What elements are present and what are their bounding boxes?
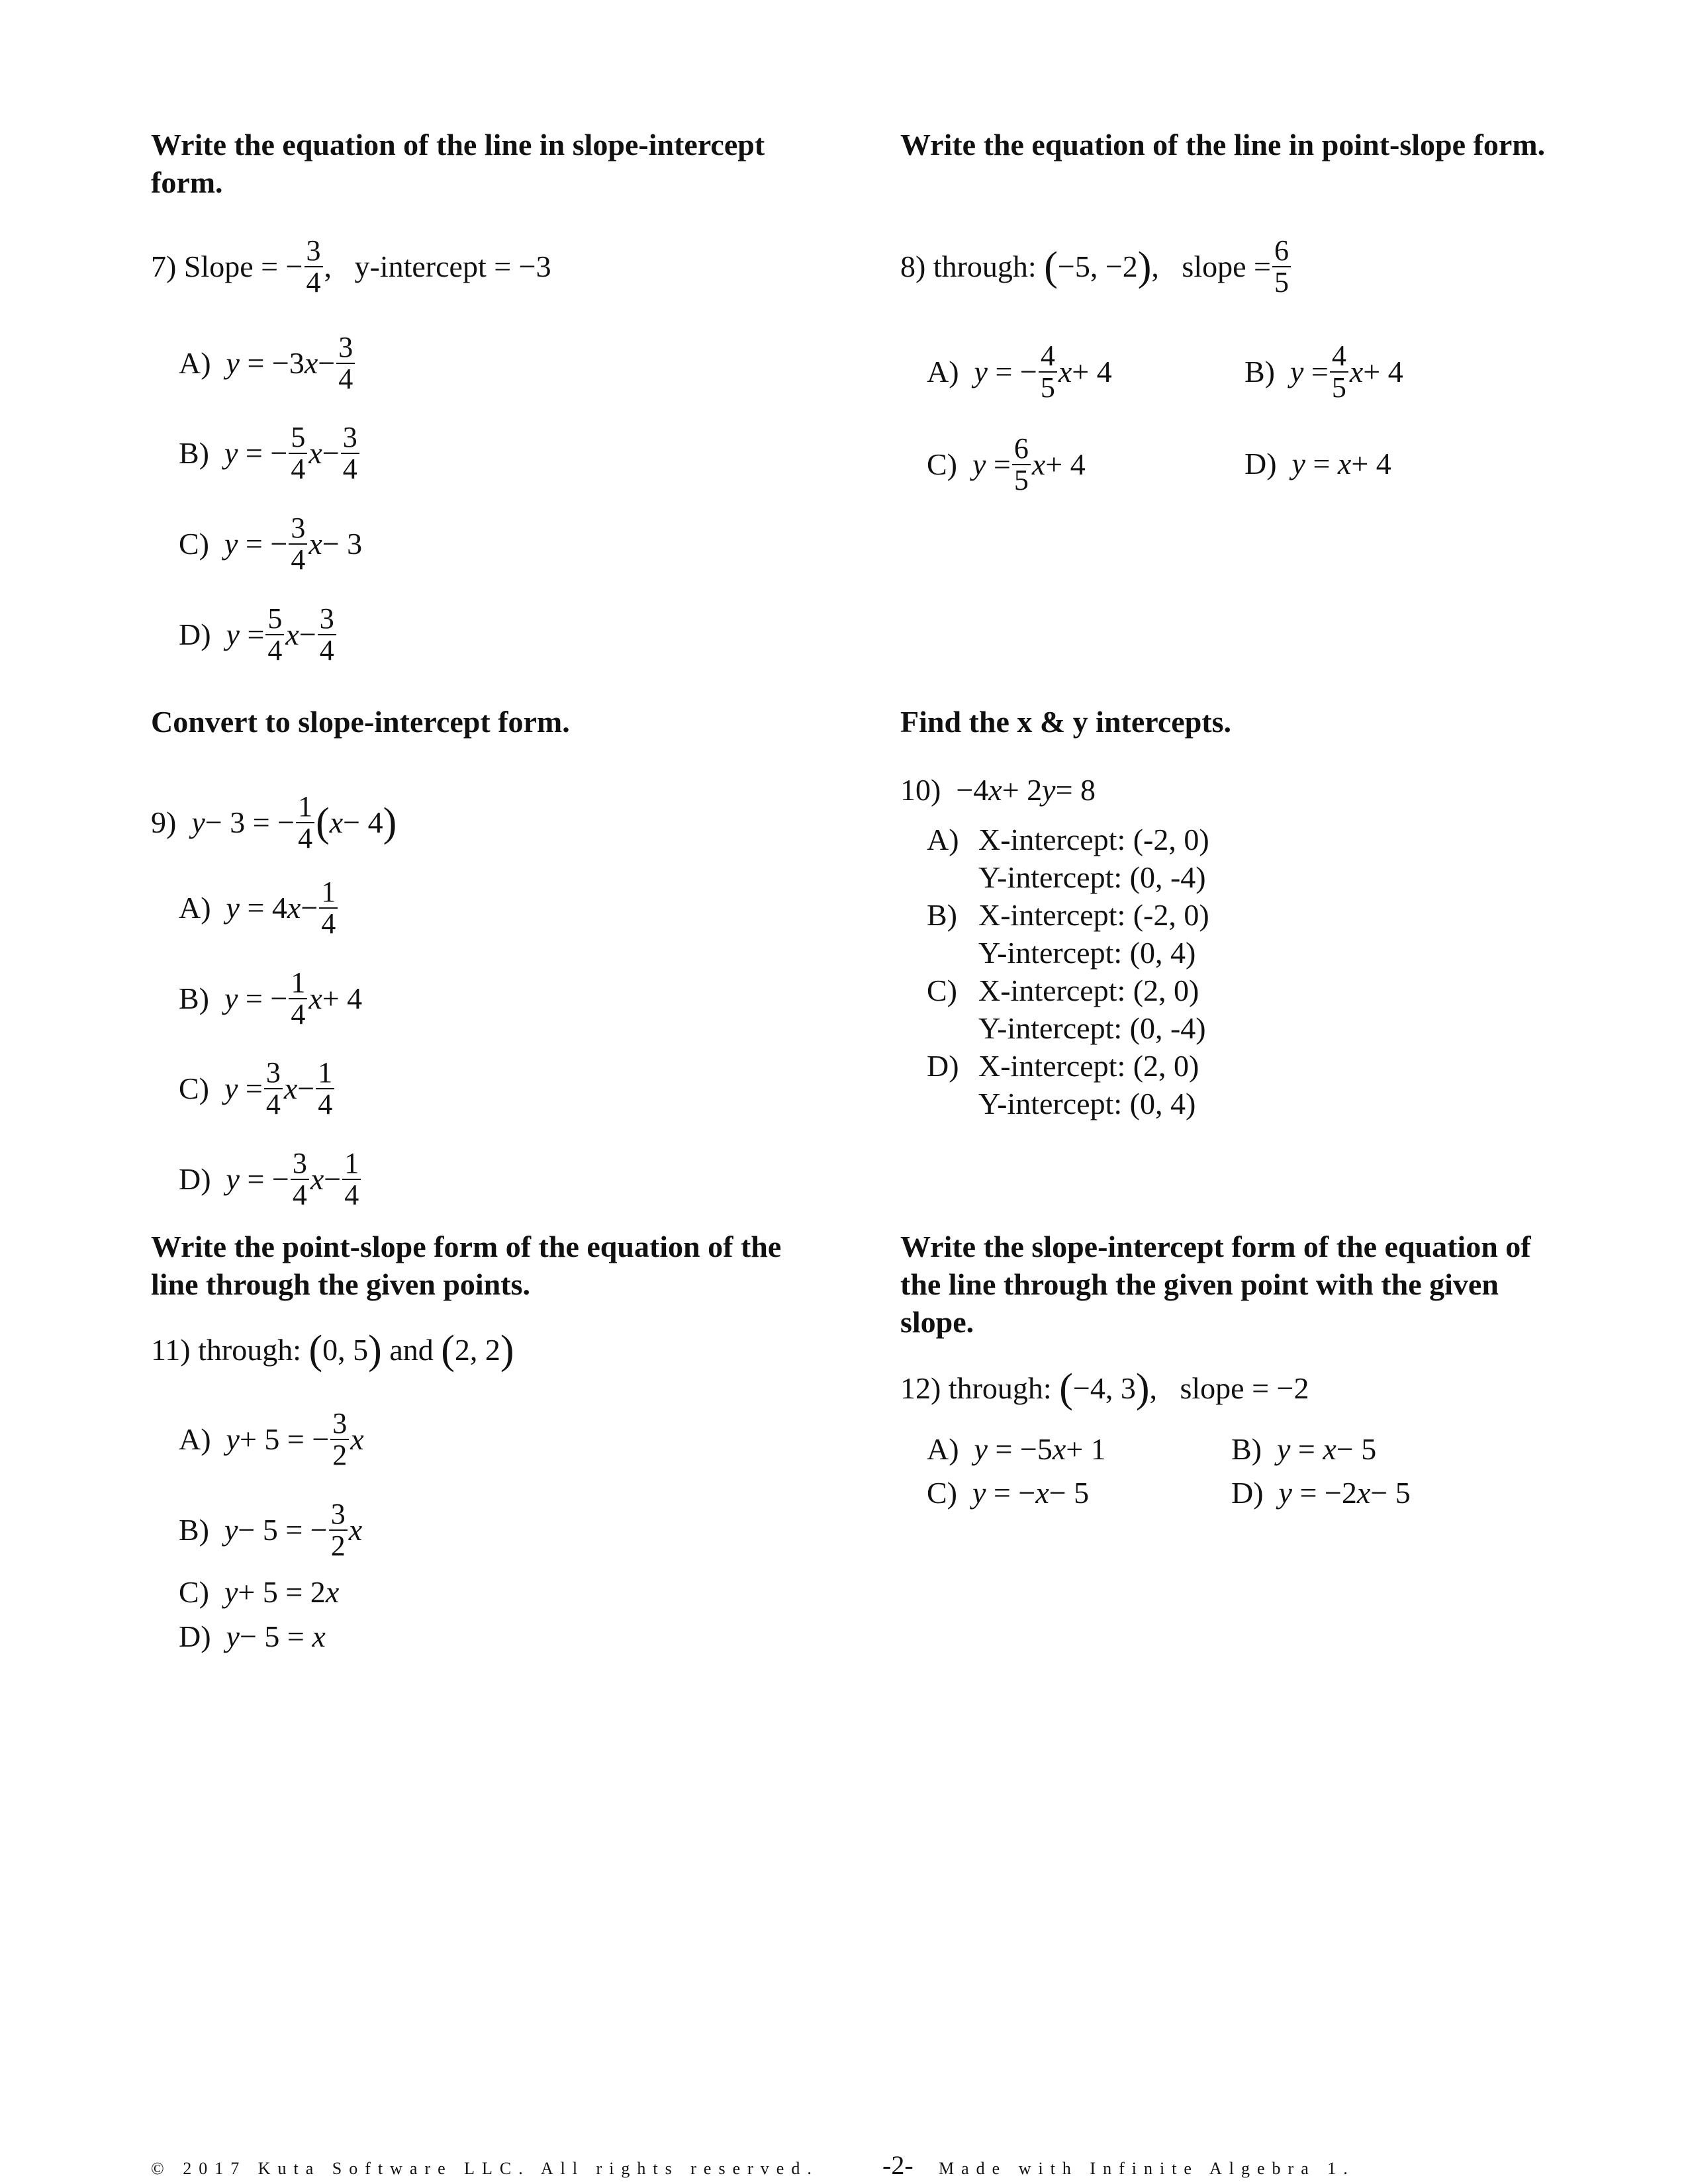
answer-choice-11c[interactable]: C) y + 5 = 2 x xyxy=(179,1575,340,1609)
answer-choice-12a[interactable]: A) y = −5 x + 1 xyxy=(927,1432,1106,1466)
answer-choice-9b[interactable]: B) y = − $\frac{1}{4}$ x + 4 xyxy=(179,966,363,1030)
fraction: $\frac{1}{4}$ xyxy=(342,1148,361,1210)
answer-choice-11d[interactable]: D) y − 5 = x xyxy=(179,1619,326,1653)
answer-choice-10d[interactable]: D) X-intercept: (2, 0) Y-intercept: (0, 4) xyxy=(927,1049,1199,1120)
question-number: 9) xyxy=(151,805,177,839)
question-number: 8) xyxy=(900,250,926,283)
answer-choice-10c[interactable]: C) X-intercept: (2, 0) Y-intercept: (0, -4) xyxy=(927,974,1206,1045)
fraction: $\frac{1}{4}$ xyxy=(296,792,314,854)
answer-choice-7d[interactable]: D) y = $\frac{5}{4}$ x − $\frac{3}{4}$ xyxy=(179,604,338,666)
question-12: 12) through: ( −4, 3 ) , slope = −2 xyxy=(900,1366,1309,1411)
answer-choice-8a[interactable]: A) y = − $\frac{4}{5}$ x + 4 xyxy=(927,340,1112,404)
fraction: $\frac{3}{2}$ xyxy=(330,1408,349,1471)
section-heading-point-slope: Write the equation of the line in point-slope form. xyxy=(900,128,1546,161)
answer-choice-12d[interactable]: D) y = −2 x − 5 xyxy=(1231,1476,1411,1510)
answer-choice-9c[interactable]: C) y = $\frac{3}{4}$ x − $\frac{1}{4}$ xyxy=(179,1058,336,1120)
section-heading-convert: Convert to slope-intercept form. xyxy=(151,705,570,739)
fraction: $\frac{4}{5}$ xyxy=(1039,341,1057,403)
answer-choice-12b[interactable]: B) y = x − 5 xyxy=(1231,1432,1377,1466)
fraction: $\frac{5}{4}$ xyxy=(289,422,307,484)
question-number: 12) xyxy=(900,1371,941,1405)
answer-choice-11a[interactable]: A) y + 5 = − $\frac{3}{2}$ x xyxy=(179,1407,364,1471)
footer-made-with: Made with Infinite Algebra 1. xyxy=(939,2159,1355,2178)
fraction: $\frac{3}{4}$ xyxy=(291,1148,309,1210)
fraction: $\frac{3}{4}$ xyxy=(305,236,323,298)
answer-choice-8b[interactable]: B) y = $\frac{4}{5}$ x + 4 xyxy=(1244,340,1403,404)
question-7: 7) Slope = − $\frac{3}{4}$ , y-intercept = −3 xyxy=(151,234,551,298)
question-8: 8) through: ( −5, −2 ) , slope = $\frac{6}{5}$ xyxy=(900,236,1292,298)
fraction: $\frac{1}{4}$ xyxy=(319,877,338,939)
question-10: 10) −4 x + 2 y = 8 xyxy=(900,772,1096,809)
question-number: 7) xyxy=(151,250,177,283)
question-11: 11) through: ( 0, 5 ) and ( 2, 2 ) xyxy=(151,1328,514,1373)
fraction: $\frac{5}{4}$ xyxy=(265,604,284,666)
section-heading-intercepts: Find the x & y intercepts. xyxy=(900,705,1232,739)
answer-choice-11b[interactable]: B) y − 5 = − $\frac{3}{2}$ x xyxy=(179,1498,363,1562)
fraction: $\frac{3}{2}$ xyxy=(329,1499,348,1561)
section-heading-point-slope-given: Write the slope-intercept form of the equation of the line through the given point with the given slope. xyxy=(900,1230,1531,1339)
page-number: -2- xyxy=(882,2150,914,2180)
fraction: $\frac{1}{4}$ xyxy=(316,1058,334,1120)
answer-choice-7a[interactable]: A) y = −3 x − $\frac{3}{4}$ xyxy=(179,332,356,394)
fraction: $\frac{1}{4}$ xyxy=(289,968,307,1030)
fraction: $\frac{3}{4}$ xyxy=(336,332,355,394)
answer-choice-10a[interactable]: A) X-intercept: (-2, 0) Y-intercept: (0, -4) xyxy=(927,823,1209,894)
footer-copyright: © 2017 Kuta Software LLC. All rights reserved. xyxy=(151,2159,819,2178)
fraction: $\frac{3}{4}$ xyxy=(289,513,307,575)
fraction: $\frac{6}{5}$ xyxy=(1272,236,1291,298)
fraction: $\frac{3}{4}$ xyxy=(341,422,359,484)
answer-choice-8c[interactable]: C) y = $\frac{6}{5}$ x + 4 xyxy=(927,432,1086,496)
fraction: $\frac{3}{4}$ xyxy=(264,1058,283,1120)
answer-choice-8d[interactable]: D) y = x + 4 xyxy=(1244,447,1391,480)
question-number: 11) xyxy=(151,1333,191,1367)
fraction: $\frac{6}{5}$ xyxy=(1012,433,1031,496)
question-9: 9) y − 3 = − $\frac{1}{4}$ ( x − 4 ) xyxy=(151,790,397,854)
answer-choice-9d[interactable]: D) y = − $\frac{3}{4}$ x − $\frac{1}{4}$ xyxy=(179,1148,362,1210)
answer-choice-7c[interactable]: C) y = − $\frac{3}{4}$ x − 3 xyxy=(179,512,363,576)
section-heading-two-points: Write the point-slope form of the equation of the line through the given points. xyxy=(151,1230,782,1301)
fraction: $\frac{3}{4}$ xyxy=(318,604,336,666)
fraction: $\frac{4}{5}$ xyxy=(1330,341,1348,403)
answer-choice-9a[interactable]: A) y = 4 x − $\frac{1}{4}$ xyxy=(179,877,339,939)
answer-choice-12c[interactable]: C) y = − x − 5 xyxy=(927,1476,1090,1510)
answer-list-10 xyxy=(927,821,1209,1122)
answer-choice-10b[interactable]: B) X-intercept: (-2, 0) Y-intercept: (0, 4) xyxy=(927,898,1209,970)
question-number: 10) xyxy=(900,773,941,807)
answer-choice-7b[interactable]: B) y = − $\frac{5}{4}$ x − $\frac{3}{4}$ xyxy=(179,422,361,484)
section-heading-slope-intercept: Write the equation of the line in slope-intercept form. xyxy=(151,128,765,199)
